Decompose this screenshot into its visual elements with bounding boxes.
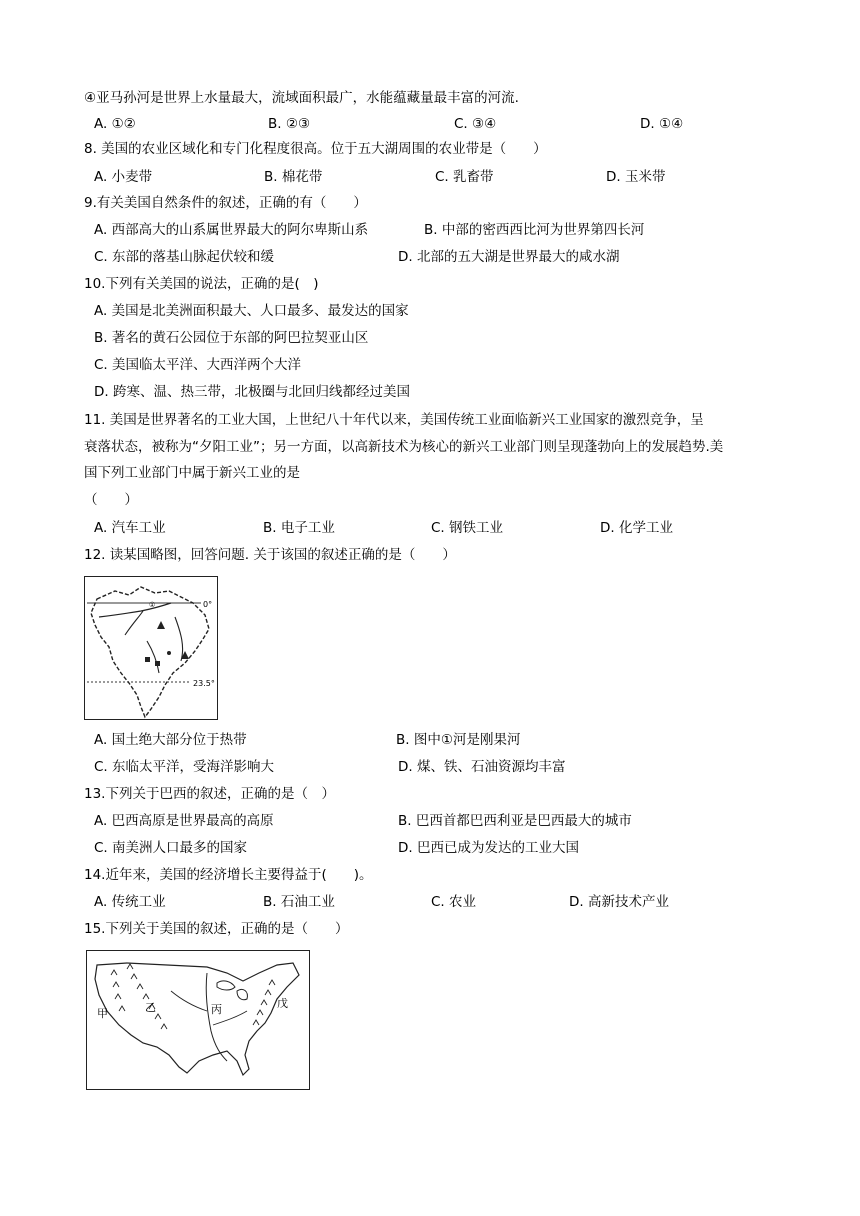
great-lake-2 [237,989,247,999]
q13-option-a[interactable]: A. 巴西高原是世界最高的高原 [94,813,274,829]
q15-usa-map [86,950,310,1090]
equator-label: 0° [203,600,213,609]
map-label-jia: 甲 [97,1007,108,1020]
q11-stem-line-1: 11. 美国是世界著名的工业大国，上世纪八十年代以来，美国传统工业面临新兴工业国家的激烈竞争，呈 [84,412,704,428]
q11-answer-blank: （ ） [84,492,138,508]
q8-stem: 8. 美国的农业区域化和专门化程度很高。位于五大湖周围的农业带是（ ） [84,141,547,157]
q9-option-c[interactable]: C. 东部的落基山脉起伏较和缓 [94,249,275,265]
q9-stem: 9.有关美国自然条件的叙述，正确的有（ ） [84,195,367,211]
q11-option-c[interactable]: C. 钢铁工业 [431,520,504,536]
q10-option-a[interactable]: A. 美国是北美洲面积最大、人口最多、最发达的国家 [94,303,409,319]
q7-option-d[interactable]: D. ①④ [640,116,684,132]
q13-stem: 13.下列关于巴西的叙述，正确的是（ ） [84,786,335,802]
q7-option-c[interactable]: C. ③④ [454,116,497,132]
mine-symbol-4 [155,661,160,666]
tropic-label: 23.5° [193,679,215,688]
q8-option-c[interactable]: C. 乳畜带 [435,169,494,185]
q11-stem-line-3: 国下列工业部门中属于新兴工业的是 [84,465,300,481]
q11-stem-line-2: 衰落状态，被称为“夕阳工业”；另一方面，以高新技术为核心的新兴工业部门则呈现蓬勃向上的发展趋势.美 [84,439,724,455]
missouri-river [171,991,207,1011]
q10-option-b[interactable]: B. 著名的黄石公园位于东部的阿巴拉契亚山区 [94,330,369,346]
q11-option-d[interactable]: D. 化学工业 [600,520,673,536]
q12-option-b[interactable]: B. 图中①河是刚果河 [396,732,521,748]
q12-country-map [84,576,218,720]
q15-map-svg [87,951,309,1089]
q13-option-d[interactable]: D. 巴西已成为发达的工业大国 [398,840,579,856]
q11-option-b[interactable]: B. 电子工业 [263,520,335,536]
q13-option-b[interactable]: B. 巴西首都巴西利亚是巴西最大的城市 [398,813,632,829]
q14-option-b[interactable]: B. 石油工业 [263,894,335,910]
q8-option-a[interactable]: A. 小麦带 [94,169,153,185]
q9-option-d[interactable]: D. 北部的五大湖是世界最大的咸水湖 [398,249,620,265]
q12-option-d[interactable]: D. 煤、铁、石油资源均丰富 [398,759,566,775]
q11-option-a[interactable]: A. 汽车工业 [94,520,166,536]
q9-option-a[interactable]: A. 西部高大的山系属世界最大的阿尔卑斯山系 [94,222,369,238]
q9-option-b[interactable]: B. 中部的密西西比河为世界第四长河 [424,222,645,238]
q13-option-c[interactable]: C. 南美洲人口最多的国家 [94,840,248,856]
map-label-yi: 乙 [145,1001,156,1014]
q10-option-c[interactable]: C. 美国临太平洋、大西洋两个大洋 [94,357,302,373]
river-tributary [125,611,143,635]
q12-map-svg [85,577,217,719]
river-1 [99,603,171,617]
mine-symbol-1 [157,621,165,629]
map-label-bing: 丙 [211,1003,222,1016]
q12-stem: 12. 读某国略图，回答问题. 关于该国的叙述正确的是（ ） [84,547,456,563]
q7-option-a[interactable]: A. ①② [94,116,136,132]
q10-option-d[interactable]: D. 跨寒、温、热三带，北极圈与北回归线都经过美国 [94,384,410,400]
mine-symbol-2 [145,657,150,662]
q8-option-d[interactable]: D. 玉米带 [606,169,666,185]
great-lake-1 [217,981,235,990]
q12-option-a[interactable]: A. 国土绝大部分位于热带 [94,732,247,748]
appalachian-mountains [253,980,275,1025]
river-2 [175,617,183,661]
q7-option-b[interactable]: B. ②③ [268,116,311,132]
q14-option-d[interactable]: D. 高新技术产业 [569,894,669,910]
q15-stem: 15.下列关于美国的叙述，正确的是（ ） [84,921,349,937]
usa-outline [95,963,299,1075]
q10-stem: 10.下列有关美国的说法，正确的是( ) [84,276,319,292]
rocky-mountains [111,964,167,1029]
q7-statement-4: ④亚马孙河是世界上水量最大，流域面积最广，水能蕴藏量最丰富的河流. [84,90,519,106]
q14-option-c[interactable]: C. 农业 [431,894,477,910]
map-label-wu: 戊 [277,997,288,1010]
q12-option-c[interactable]: C. 东临太平洋，受海洋影响大 [94,759,275,775]
q8-option-b[interactable]: B. 棉花带 [264,169,323,185]
q14-stem: 14.近年来，美国的经济增长主要得益于( )。 [84,867,373,883]
river-number-marker: ① [149,601,156,609]
q14-option-a[interactable]: A. 传统工业 [94,894,166,910]
capital-symbol [167,651,171,655]
